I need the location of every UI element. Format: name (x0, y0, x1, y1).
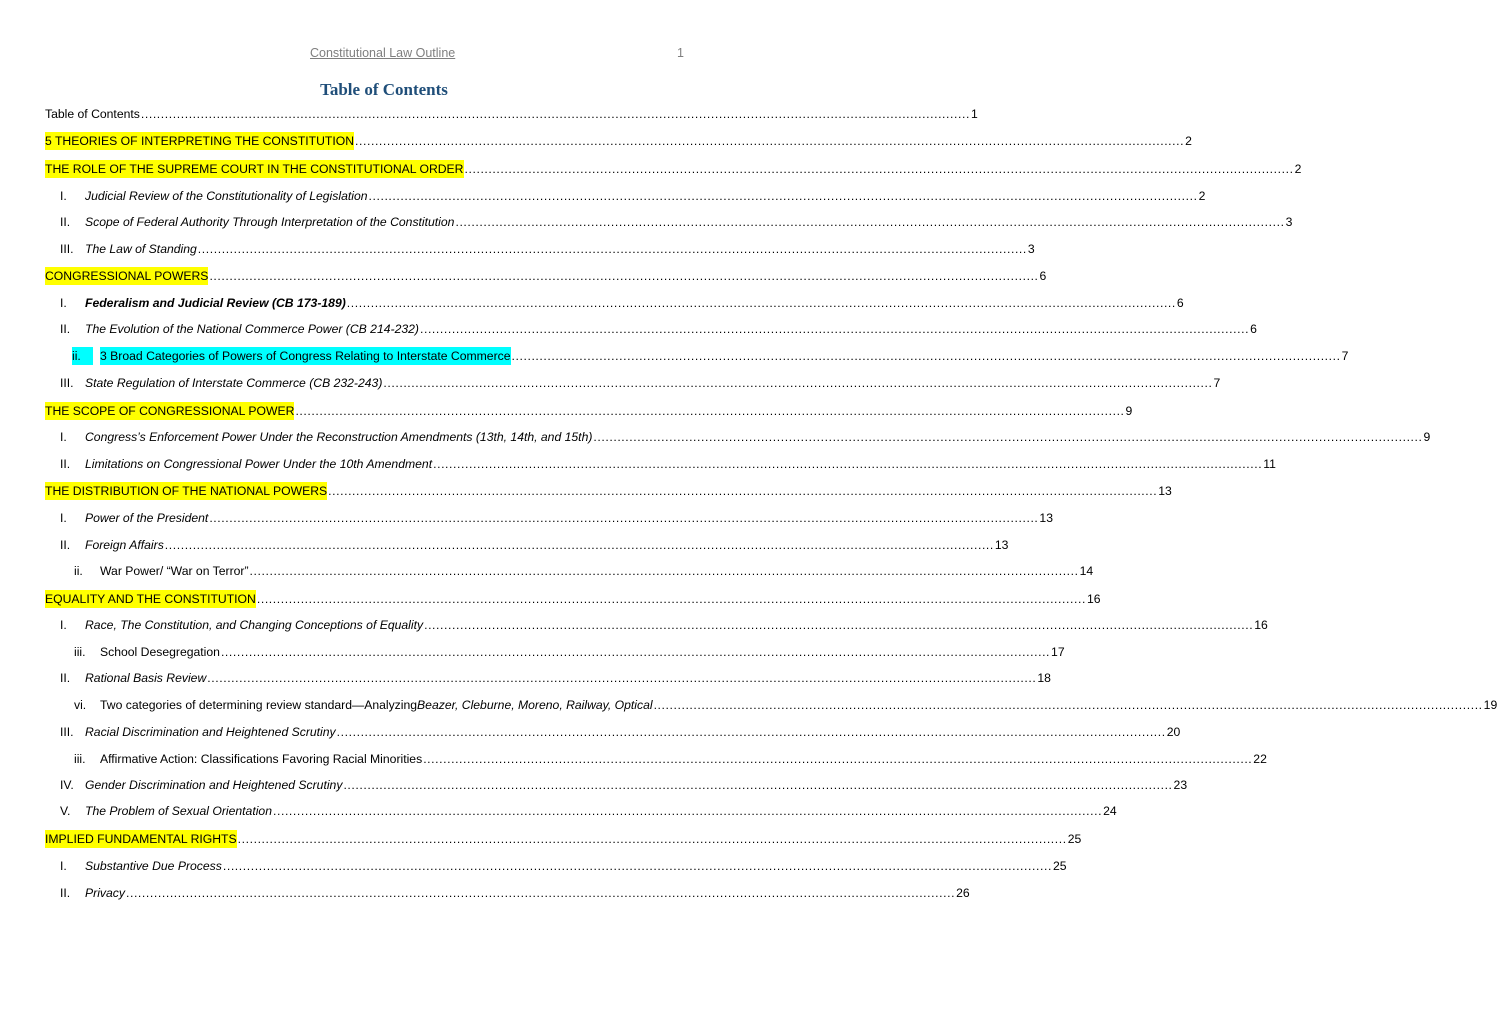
dot-leader: ................................................................................................................................................................................................................ (209, 511, 1039, 525)
toc-row[interactable] (0, 374, 1221, 392)
toc-label: Racial Discrimination and Heightened Scrutiny (85, 725, 336, 739)
toc-numeral: I. (60, 430, 67, 444)
toc-label: The Problem of Sexual Orientation (85, 804, 272, 818)
toc-page-number: 16 (1086, 592, 1101, 606)
toc-numeral: IV. (60, 778, 74, 792)
toc-numeral: II. (60, 215, 71, 229)
toc-numeral: II. (60, 671, 71, 685)
toc-page-number: 13 (994, 538, 1009, 552)
toc-row[interactable] (0, 802, 1117, 820)
toc-page-number: 6 (1176, 296, 1184, 310)
toc-label: Judicial Review of the Constitutionality of Legislation (85, 189, 368, 203)
toc-label: Limitations on Congressional Power Under the 10th Amendment (85, 457, 433, 471)
toc-page-number: 23 (1173, 778, 1188, 792)
toc-row[interactable] (0, 213, 1293, 231)
toc-page-number: 19 (1483, 698, 1497, 712)
toc-row[interactable] (0, 562, 1094, 580)
toc-label: Foreign Affairs (85, 538, 164, 552)
dot-leader: ................................................................................................................................................................................................................ (256, 592, 1086, 606)
toc-numeral: II. (60, 322, 71, 336)
toc-page-number: 13 (1158, 484, 1172, 498)
toc-row[interactable] (0, 590, 1101, 608)
toc-label: THE SCOPE OF CONGRESSIONAL POWER (45, 404, 295, 418)
toc-label: Substantive Due Process (85, 859, 222, 873)
toc-row[interactable] (0, 455, 1276, 473)
toc-label: Federalism and Judicial Review (CB 173-189) (85, 296, 346, 310)
dot-leader: ................................................................................................................................................................................................................ (336, 725, 1166, 739)
toc-numeral: I. (60, 511, 67, 525)
dot-leader: ................................................................................................................................................................................................................ (423, 752, 1253, 766)
toc-row[interactable] (0, 830, 1082, 848)
toc-numeral: iii. (74, 645, 86, 659)
toc-label: Rational Basis Review (85, 671, 207, 685)
toc-row[interactable] (0, 482, 1172, 500)
toc-row[interactable] (0, 402, 1133, 420)
dot-leader: ................................................................................................................................................................................................................ (295, 404, 1125, 418)
dot-leader: ................................................................................................................................................................................................................ (433, 457, 1263, 471)
toc-page-number: 2 (1185, 134, 1192, 148)
toc-page-number: 20 (1166, 725, 1181, 739)
toc-numeral: I. (60, 189, 67, 203)
toc-page-number: 1 (970, 107, 978, 121)
toc-page-number: 26 (956, 886, 970, 900)
toc-numeral: II. (60, 886, 71, 900)
dot-leader: ................................................................................................................................................................................................................ (455, 215, 1285, 229)
toc-page-number: 2 (1294, 162, 1302, 176)
toc-label: THE ROLE OF THE SUPREME COURT IN THE CONSTITUTIONAL ORDER (45, 162, 464, 176)
dot-leader: ................................................................................................................................................................................................................ (511, 349, 1341, 363)
toc-row[interactable] (0, 187, 1206, 205)
toc-label: CONGRESSIONAL POWERS (45, 269, 209, 283)
toc-page-number: 3 (1285, 215, 1293, 229)
toc-numeral: I. (60, 618, 67, 632)
toc-page-number: 2 (1198, 189, 1206, 203)
toc-label: School Desegregation (100, 645, 220, 659)
dot-leader: ................................................................................................................................................................................................................ (272, 804, 1103, 818)
toc-label: Race, The Constitution, and Changing Conceptions of Equality (85, 618, 424, 632)
dot-leader: ................................................................................................................................................................................................................ (207, 671, 1037, 685)
toc-row[interactable] (0, 696, 1497, 714)
toc-numeral: III. (60, 242, 74, 256)
dot-leader: ................................................................................................................................................................................................................ (419, 322, 1250, 336)
toc-row[interactable] (0, 776, 1188, 794)
toc-numeral: III. (60, 376, 74, 390)
toc-row[interactable] (0, 616, 1268, 634)
toc-page-number: 9 (1125, 404, 1133, 418)
toc-numeral: II. (60, 457, 71, 471)
toc-page-number: 3 (1027, 242, 1035, 256)
toc-label: Gender Discrimination and Heightened Scrutiny (85, 778, 343, 792)
dot-leader: ................................................................................................................................................................................................................ (368, 189, 1198, 203)
toc-label: Affirmative Action: Classifications Favoring Racial Minorities (100, 752, 423, 766)
toc-label: War Power/ “War on Terror” (100, 564, 249, 578)
toc-label: Privacy (85, 886, 125, 900)
toc-row[interactable] (0, 669, 1051, 687)
toc-row[interactable] (0, 857, 1067, 875)
dot-leader: ................................................................................................................................................................................................................ (328, 484, 1158, 498)
toc-label: The Law of Standing (85, 242, 197, 256)
toc-page-number: 11 (1263, 457, 1276, 471)
page-header (0, 46, 768, 66)
toc-page-number: 7 (1341, 349, 1349, 363)
dot-leader: ................................................................................................................................................................................................................ (249, 564, 1079, 578)
dot-leader: ................................................................................................................................................................................................................ (653, 698, 1483, 712)
dot-leader: ................................................................................................................................................................................................................ (424, 618, 1254, 632)
toc-row[interactable] (0, 750, 1267, 768)
toc-page-number: 6 (1039, 269, 1047, 283)
toc-label: Power of the President (85, 511, 209, 525)
dot-leader: ................................................................................................................................................................................................................ (593, 430, 1423, 444)
toc-numeral: I. (60, 296, 67, 310)
toc-numeral: iii. (74, 752, 86, 766)
toc-page-number: 14 (1079, 564, 1094, 578)
dot-leader: ................................................................................................................................................................................................................ (346, 296, 1176, 310)
toc-row[interactable] (0, 347, 1349, 365)
toc-row[interactable] (0, 320, 1257, 338)
dot-leader: ................................................................................................................................................................................................................ (343, 778, 1173, 792)
toc-label: The Evolution of the National Commerce Power (CB 214-232) (85, 322, 419, 336)
toc-label: EQUALITY AND THE CONSTITUTION (45, 592, 256, 606)
toc-page-number: 6 (1250, 322, 1257, 336)
toc-row[interactable] (0, 509, 1053, 527)
dot-leader: ................................................................................................................................................................................................................ (383, 376, 1213, 390)
dot-leader: ................................................................................................................................................................................................................ (464, 162, 1294, 176)
dot-leader: ................................................................................................................................................................................................................ (222, 859, 1052, 873)
toc-label: Table of Contents (45, 107, 140, 121)
toc-row[interactable] (0, 160, 1302, 178)
dot-leader: ................................................................................................................................................................................................................ (237, 832, 1067, 846)
toc-row[interactable] (0, 105, 978, 123)
toc-label-italic-cases: Beazer, Cleburne, Moreno, Railway, Optical (417, 698, 653, 712)
toc-numeral: ii. (74, 564, 83, 578)
toc-numeral: I. (60, 859, 67, 873)
toc-row[interactable] (0, 240, 1035, 258)
dot-leader: ................................................................................................................................................................................................................ (140, 107, 970, 121)
toc-row[interactable] (0, 267, 1047, 285)
toc-numeral: vi. (74, 698, 87, 712)
toc-row[interactable] (0, 884, 970, 902)
toc-page-number: 9 (1423, 430, 1431, 444)
dot-leader: ................................................................................................................................................................................................................ (197, 242, 1027, 256)
toc-page-number: 22 (1253, 752, 1267, 766)
toc-page-number: 25 (1067, 832, 1082, 846)
toc-page-number: 7 (1213, 376, 1221, 390)
toc-page-number: 16 (1254, 618, 1268, 632)
toc-label: IMPLIED FUNDAMENTAL RIGHTS (45, 832, 237, 846)
toc-title: Table of Contents (320, 80, 448, 99)
dot-leader: ................................................................................................................................................................................................................ (164, 538, 994, 552)
toc-row[interactable] (0, 294, 1184, 312)
toc-row[interactable] (0, 643, 1065, 661)
toc-numeral: III. (60, 725, 74, 739)
toc-page-number: 25 (1052, 859, 1067, 873)
toc-numeral: ii. (72, 347, 93, 365)
toc-row[interactable] (0, 536, 1009, 554)
toc-page-number: 18 (1037, 671, 1051, 685)
header-title: Constitutional Law Outline (310, 46, 456, 60)
header-page-number: 1 (677, 46, 684, 60)
toc-label: Scope of Federal Authority Through Interpretation of the Constitution (85, 215, 455, 229)
toc-numeral: V. (60, 804, 71, 818)
toc-label: 5 THEORIES OF INTERPRETING THE CONSTITUTION (45, 134, 355, 148)
toc-page-number: 17 (1051, 645, 1065, 659)
toc-label: Two categories of determining review standard—Analyzing (100, 698, 418, 712)
toc-numeral: II. (60, 538, 71, 552)
toc-label: State Regulation of Interstate Commerce (CB 232-243) (85, 376, 383, 390)
toc-label: THE DISTRIBUTION OF THE NATIONAL POWERS (45, 484, 328, 498)
dot-leader: ................................................................................................................................................................................................................ (125, 886, 956, 900)
toc-row[interactable] (0, 723, 1181, 741)
toc-row[interactable] (0, 132, 1192, 150)
toc-label: 3 Broad Categories of Powers of Congress Relating to Interstate Commerce (100, 349, 511, 363)
toc-label: Congress’s Enforcement Power Under the Reconstruction Amendments (13th, 14th, and 15th) (85, 430, 593, 444)
toc-page-number: 13 (1039, 511, 1053, 525)
dot-leader: ................................................................................................................................................................................................................ (209, 269, 1039, 283)
toc-page-number: 24 (1103, 804, 1117, 818)
dot-leader: ................................................................................................................................................................................................................ (220, 645, 1051, 659)
toc-row[interactable] (0, 428, 1431, 446)
dot-leader: ................................................................................................................................................................................................................ (355, 134, 1185, 148)
